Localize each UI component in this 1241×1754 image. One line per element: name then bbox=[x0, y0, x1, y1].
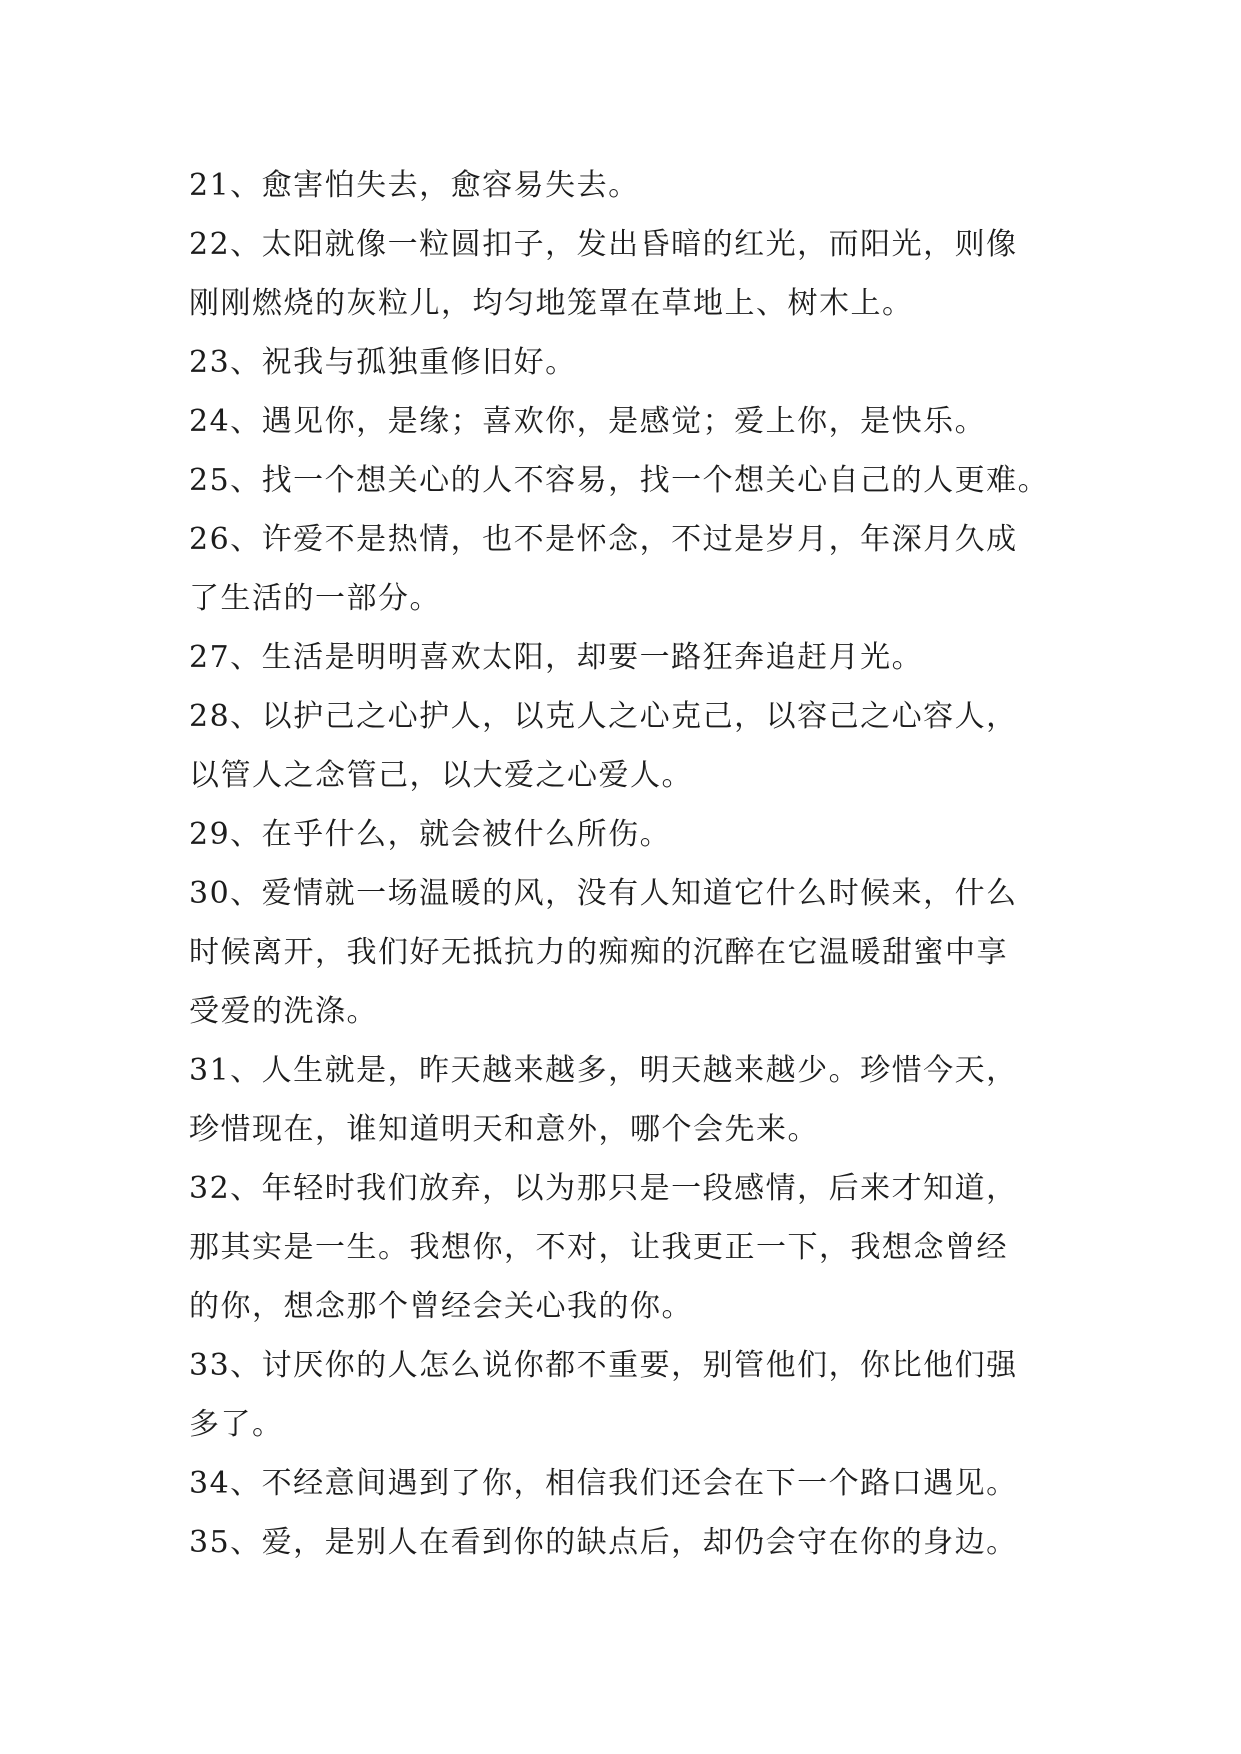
quote-item-28 bbox=[189, 687, 1079, 805]
quote-line: 34、不经意间遇到了你，相信我们还会在下一个路口遇见。 bbox=[189, 1466, 1018, 1501]
quote-line: 刚刚燃烧的灰粒儿，均匀地笼罩在草地上、树木上。 bbox=[189, 286, 914, 321]
quote-item-23 bbox=[189, 333, 1079, 392]
quote-line: 32、年轻时我们放弃，以为那只是一段感情，后来才知道， bbox=[189, 1171, 1018, 1206]
quote-line: 35、爱，是别人在看到你的缺点后，却仍会守在你的身边。 bbox=[189, 1525, 1018, 1560]
quote-item-31 bbox=[189, 1041, 1079, 1159]
quote-line: 了生活的一部分。 bbox=[189, 581, 441, 616]
quote-item-34 bbox=[189, 1454, 1079, 1513]
quote-line: 21、愈害怕失去，愈容易失去。 bbox=[189, 168, 640, 203]
quote-line: 珍惜现在，谁知道明天和意外，哪个会先来。 bbox=[189, 1112, 819, 1147]
quote-item-21 bbox=[189, 156, 1079, 215]
quote-line: 23、祝我与孤独重修旧好。 bbox=[189, 345, 577, 380]
quote-item-26 bbox=[189, 510, 1079, 628]
quote-line: 27、生活是明明喜欢太阳，却要一路狂奔追赶月光。 bbox=[189, 640, 924, 675]
quote-line: 24、遇见你，是缘；喜欢你，是感觉；爱上你，是快乐。 bbox=[189, 404, 987, 439]
quote-item-27 bbox=[189, 628, 1079, 687]
quote-line: 31、人生就是，昨天越来越多，明天越来越少。珍惜今天， bbox=[189, 1053, 1018, 1088]
quote-item-25 bbox=[189, 451, 1079, 510]
quote-line: 25、找一个想关心的人不容易，找一个想关心自己的人更难。 bbox=[189, 463, 1050, 498]
quote-line: 多了。 bbox=[189, 1407, 284, 1442]
quote-item-33 bbox=[189, 1336, 1079, 1454]
quote-line: 26、许爱不是热情，也不是怀念，不过是岁月，年深月久成 bbox=[189, 522, 1018, 557]
quote-line: 那其实是一生。我想你，不对，让我更正一下，我想念曾经 bbox=[189, 1230, 1008, 1265]
quote-line: 30、爱情就一场温暖的风，没有人知道它什么时候来，什么 bbox=[189, 876, 1018, 911]
quote-line: 以管人之念管己，以大爱之心爱人。 bbox=[189, 758, 693, 793]
quote-item-22 bbox=[189, 215, 1079, 333]
quote-line: 33、讨厌你的人怎么说你都不重要，别管他们，你比他们强 bbox=[189, 1348, 1018, 1383]
quote-list bbox=[189, 156, 1079, 1572]
quote-item-24 bbox=[189, 392, 1079, 451]
quote-line: 的你，想念那个曾经会关心我的你。 bbox=[189, 1289, 693, 1324]
quote-line: 29、在乎什么，就会被什么所伤。 bbox=[189, 817, 672, 852]
quote-item-32 bbox=[189, 1159, 1079, 1336]
quote-line: 时候离开，我们好无抵抗力的痴痴的沉醉在它温暖甜蜜中享 bbox=[189, 935, 1008, 970]
quote-line: 28、以护己之心护人，以克人之心克己，以容己之心容人， bbox=[189, 699, 1018, 734]
quote-item-35 bbox=[189, 1513, 1079, 1572]
quote-line: 受爱的洗涤。 bbox=[189, 994, 378, 1029]
quote-line: 22、太阳就像一粒圆扣子，发出昏暗的红光，而阳光，则像 bbox=[189, 227, 1018, 262]
quote-item-30 bbox=[189, 864, 1079, 1041]
quote-item-29 bbox=[189, 805, 1079, 864]
